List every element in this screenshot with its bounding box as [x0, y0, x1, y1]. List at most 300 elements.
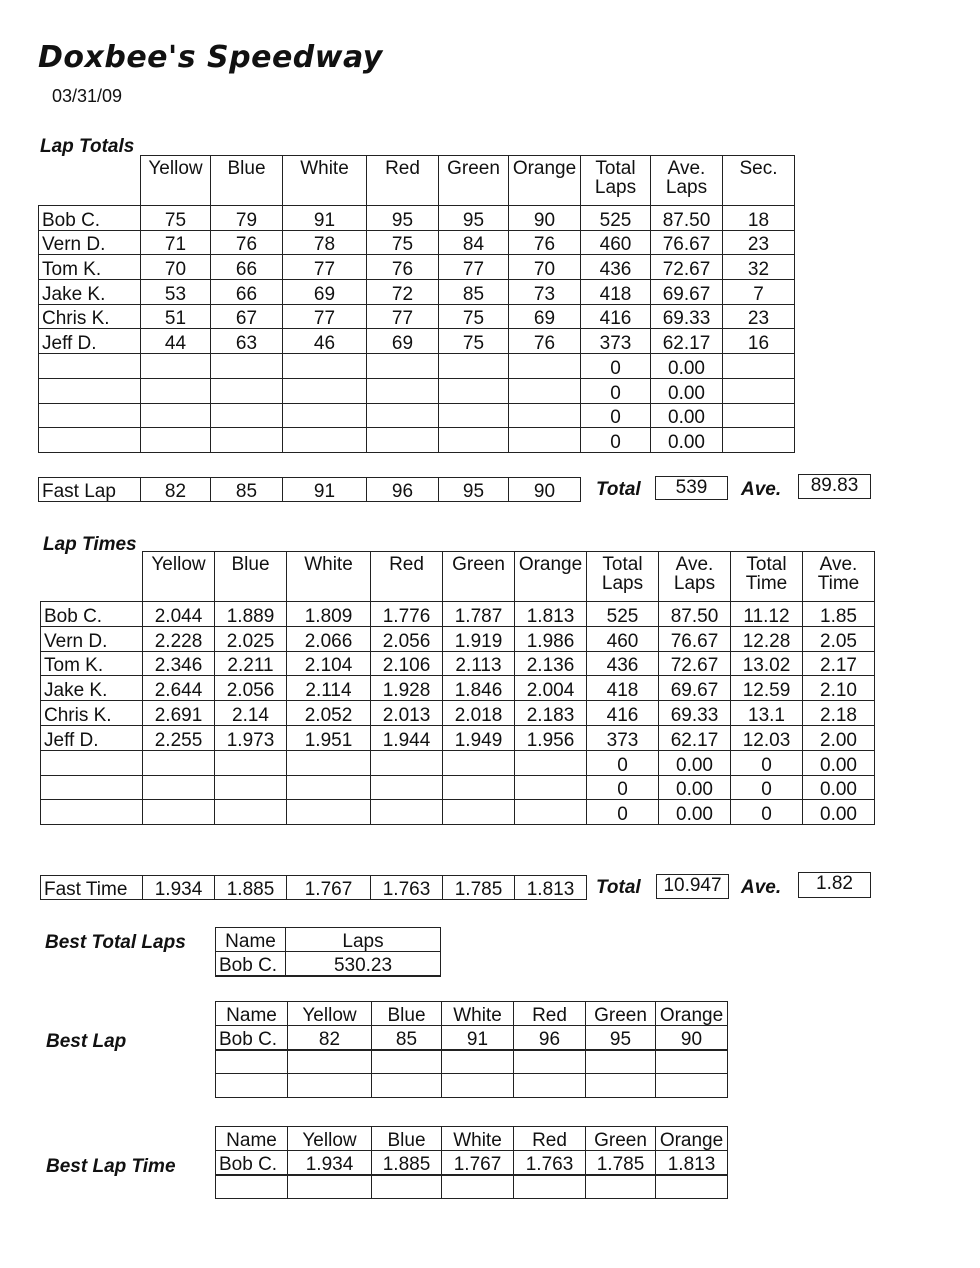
table-cell: 12.59: [731, 676, 803, 701]
table-cell: [141, 403, 211, 428]
table-cell: [656, 1074, 728, 1098]
table-cell: 7: [723, 280, 795, 305]
table-cell: 0.00: [659, 800, 731, 825]
table-cell: [723, 403, 795, 428]
table-cell: 78: [283, 230, 367, 255]
table-cell: [211, 354, 283, 379]
column-header: Green: [586, 1127, 656, 1151]
table-cell: [723, 354, 795, 379]
header-spacer: [41, 552, 143, 602]
table-cell: 69.33: [659, 701, 731, 726]
table-cell: 1.787: [443, 602, 515, 627]
table-cell: [439, 354, 509, 379]
table-cell: 0: [581, 354, 651, 379]
table-cell: 418: [587, 676, 659, 701]
table-cell: 460: [581, 230, 651, 255]
fast-time-value: 1.767: [287, 876, 371, 900]
column-header: Red: [514, 1127, 586, 1151]
table-cell: [143, 775, 215, 800]
table-cell: 87.50: [651, 206, 723, 231]
table-cell: 2.346: [143, 651, 215, 676]
table-cell: [442, 1175, 514, 1199]
table-cell: 85: [372, 1026, 442, 1050]
table-cell: 1.973: [215, 725, 287, 750]
driver-name: [216, 1074, 288, 1098]
table-cell: 53: [141, 280, 211, 305]
table-cell: [288, 1074, 372, 1098]
column-header: White: [442, 1127, 514, 1151]
table-cell: 1.763: [514, 1151, 586, 1175]
table-cell: 0: [581, 378, 651, 403]
table-cell: 72.67: [651, 255, 723, 280]
table-cell: [141, 354, 211, 379]
table-cell: [367, 378, 439, 403]
table-row: [216, 1151, 728, 1175]
table-cell: [656, 1050, 728, 1074]
table-row: [216, 1050, 728, 1074]
table-cell: [211, 428, 283, 453]
table-cell: [509, 378, 581, 403]
table-cell: 2.018: [443, 701, 515, 726]
best-lap-time-label: Best Lap Time: [46, 1156, 176, 1177]
table-cell: [215, 800, 287, 825]
table-cell: 1.813: [656, 1151, 728, 1175]
column-header: Total Laps: [587, 552, 659, 602]
table-cell: 2.691: [143, 701, 215, 726]
report-date: 03/31/09: [52, 86, 123, 106]
driver-name: [216, 1175, 288, 1199]
table-cell: 91: [442, 1026, 514, 1050]
best-lap-time-table: [215, 1126, 728, 1199]
table-row: [216, 1074, 728, 1098]
table-cell: 0: [581, 428, 651, 453]
table-cell: 66: [211, 280, 283, 305]
table-cell: 66: [211, 255, 283, 280]
fast-time-value: 1.885: [215, 876, 287, 900]
fast-time-value: 1.763: [371, 876, 443, 900]
table-cell: 73: [509, 280, 581, 305]
table-cell: 1.809: [287, 602, 371, 627]
table-cell: 0: [587, 775, 659, 800]
table-cell: 1.956: [515, 725, 587, 750]
table-cell: 436: [581, 255, 651, 280]
table-cell: 2.025: [215, 626, 287, 651]
table-cell: 1.934: [288, 1151, 372, 1175]
page-title: Doxbee's Speedway: [38, 40, 383, 75]
table-cell: 2.183: [515, 701, 587, 726]
table-cell: [586, 1175, 656, 1199]
table-row: [39, 206, 795, 231]
driver-name: [39, 378, 141, 403]
table-row: [41, 725, 875, 750]
table-cell: 13.1: [731, 701, 803, 726]
table-cell: 76: [367, 255, 439, 280]
column-header: Total Time: [731, 552, 803, 602]
driver-name: Jeff D.: [41, 725, 143, 750]
table-cell: 23: [723, 230, 795, 255]
table-cell: [287, 775, 371, 800]
table-cell: 85: [439, 280, 509, 305]
table-cell: [442, 1050, 514, 1074]
table-cell: 72.67: [659, 651, 731, 676]
table-cell: 1.919: [443, 626, 515, 651]
table-cell: [514, 1050, 586, 1074]
column-header: White: [287, 552, 371, 602]
table-cell: 69.33: [651, 304, 723, 329]
table-cell: 77: [439, 255, 509, 280]
best-total-laps-value: 530.23: [286, 952, 441, 976]
table-cell: 79: [211, 206, 283, 231]
table-cell: 2.104: [287, 651, 371, 676]
column-header: White: [283, 156, 367, 206]
table-cell: 0.00: [651, 354, 723, 379]
table-cell: [723, 378, 795, 403]
table-cell: 76.67: [651, 230, 723, 255]
column-header: Yellow: [288, 1002, 372, 1026]
fast-lap-ave-label: Ave.: [741, 479, 782, 500]
table-cell: 2.644: [143, 676, 215, 701]
fast-lap-table: [38, 477, 581, 502]
table-cell: [371, 800, 443, 825]
lap-totals-label: Lap Totals: [40, 136, 135, 157]
column-header: Blue: [211, 156, 283, 206]
table-cell: 1.785: [586, 1151, 656, 1175]
table-cell: 69.67: [659, 676, 731, 701]
table-cell: [287, 750, 371, 775]
table-cell: 0: [731, 800, 803, 825]
column-header: Ave. Laps: [659, 552, 731, 602]
table-cell: [723, 428, 795, 453]
fast-lap-ave: 89.83: [798, 474, 871, 499]
table-row: [39, 428, 795, 453]
column-header: Orange: [509, 156, 581, 206]
table-cell: 12.28: [731, 626, 803, 651]
table-cell: 32: [723, 255, 795, 280]
table-cell: [283, 354, 367, 379]
table-cell: 76: [509, 329, 581, 354]
table-cell: [372, 1175, 442, 1199]
table-cell: 91: [283, 206, 367, 231]
table-cell: 2.056: [215, 676, 287, 701]
table-cell: [509, 403, 581, 428]
best-lap-table: [215, 1001, 728, 1098]
table-cell: 2.056: [371, 626, 443, 651]
table-row: [41, 626, 875, 651]
column-header: Green: [443, 552, 515, 602]
table-cell: 46: [283, 329, 367, 354]
table-cell: 525: [581, 206, 651, 231]
table-cell: 2.004: [515, 676, 587, 701]
table-cell: [372, 1074, 442, 1098]
driver-name: Vern D.: [41, 626, 143, 651]
table-cell: [515, 800, 587, 825]
driver-name: Jake K.: [41, 676, 143, 701]
driver-name: [39, 428, 141, 453]
fast-time-value: 1.813: [515, 876, 587, 900]
table-row: [39, 304, 795, 329]
column-header: Orange: [656, 1002, 728, 1026]
table-cell: 0.00: [659, 750, 731, 775]
table-cell: 1.776: [371, 602, 443, 627]
table-cell: 0: [587, 750, 659, 775]
table-cell: 1.986: [515, 626, 587, 651]
column-header: Yellow: [288, 1127, 372, 1151]
fast-time-value: 1.785: [443, 876, 515, 900]
table-cell: 70: [509, 255, 581, 280]
column-header: Blue: [215, 552, 287, 602]
driver-name: Bob C.: [216, 1026, 288, 1050]
table-cell: 2.255: [143, 725, 215, 750]
column-header: Yellow: [143, 552, 215, 602]
table-cell: [515, 750, 587, 775]
table-cell: 0.00: [651, 378, 723, 403]
table-cell: 2.113: [443, 651, 515, 676]
table-cell: 2.18: [803, 701, 875, 726]
table-cell: 2.052: [287, 701, 371, 726]
table-cell: 2.044: [143, 602, 215, 627]
table-cell: 2.10: [803, 676, 875, 701]
fast-lap-value: 82: [141, 478, 211, 502]
table-cell: 0.00: [803, 750, 875, 775]
table-cell: 2.17: [803, 651, 875, 676]
table-cell: [443, 800, 515, 825]
table-cell: 525: [587, 602, 659, 627]
table-cell: [443, 750, 515, 775]
table-cell: 0.00: [803, 775, 875, 800]
best-total-laps-name: Bob C.: [216, 952, 286, 976]
table-cell: [367, 428, 439, 453]
table-cell: 76.67: [659, 626, 731, 651]
table-cell: 63: [211, 329, 283, 354]
table-cell: 2.066: [287, 626, 371, 651]
table-cell: 0: [587, 800, 659, 825]
table-row: [41, 775, 875, 800]
table-cell: [509, 428, 581, 453]
table-row: [39, 255, 795, 280]
table-cell: [443, 775, 515, 800]
fast-time-label: Fast Time: [41, 876, 143, 900]
table-cell: [283, 428, 367, 453]
table-cell: 1.846: [443, 676, 515, 701]
driver-name: Chris K.: [39, 304, 141, 329]
driver-name: [39, 354, 141, 379]
table-cell: [372, 1050, 442, 1074]
column-header: Orange: [515, 552, 587, 602]
table-cell: 1.949: [443, 725, 515, 750]
column-header: Red: [367, 156, 439, 206]
fast-time-total-label: Total: [596, 877, 641, 898]
driver-name: Tom K.: [39, 255, 141, 280]
lap-totals-table: [38, 155, 795, 453]
table-cell: 460: [587, 626, 659, 651]
table-cell: [283, 378, 367, 403]
column-header: Name: [216, 1127, 288, 1151]
table-cell: 2.114: [287, 676, 371, 701]
table-cell: [439, 378, 509, 403]
table-cell: [367, 403, 439, 428]
driver-name: Bob C.: [39, 206, 141, 231]
table-cell: 75: [439, 329, 509, 354]
table-cell: [283, 403, 367, 428]
table-cell: 71: [141, 230, 211, 255]
table-cell: 69.67: [651, 280, 723, 305]
table-cell: 0.00: [651, 403, 723, 428]
table-cell: [586, 1050, 656, 1074]
table-cell: 13.02: [731, 651, 803, 676]
best-lap-label: Best Lap: [46, 1031, 127, 1052]
table-cell: [211, 378, 283, 403]
table-cell: 90: [509, 206, 581, 231]
table-row: [41, 750, 875, 775]
column-header: Yellow: [141, 156, 211, 206]
table-cell: [367, 354, 439, 379]
table-cell: 62.17: [659, 725, 731, 750]
table-cell: 82: [288, 1026, 372, 1050]
table-cell: 1.944: [371, 725, 443, 750]
table-cell: [514, 1074, 586, 1098]
table-cell: 75: [367, 230, 439, 255]
table-cell: 0: [581, 403, 651, 428]
column-header: Green: [439, 156, 509, 206]
table-cell: [211, 403, 283, 428]
column-header: Sec.: [723, 156, 795, 206]
column-header: White: [442, 1002, 514, 1026]
table-cell: 0.00: [651, 428, 723, 453]
fast-lap-total-label: Total: [596, 479, 641, 500]
table-cell: 1.85: [803, 602, 875, 627]
fast-lap-total: 539: [655, 476, 728, 500]
column-header: Red: [371, 552, 443, 602]
table-cell: [439, 428, 509, 453]
table-cell: [143, 750, 215, 775]
column-header: Ave. Time: [803, 552, 875, 602]
header-spacer: [39, 156, 141, 206]
table-cell: 87.50: [659, 602, 731, 627]
table-cell: [141, 428, 211, 453]
table-cell: 11.12: [731, 602, 803, 627]
table-cell: 2.013: [371, 701, 443, 726]
driver-name: [41, 750, 143, 775]
fast-lap-value: 95: [439, 478, 509, 502]
fast-time-total: 10.947: [656, 874, 729, 899]
best-total-laps-label: Best Total Laps: [45, 932, 186, 953]
table-cell: 69: [283, 280, 367, 305]
table-row: [216, 1175, 728, 1199]
table-row: [41, 701, 875, 726]
table-cell: 0.00: [659, 775, 731, 800]
best-total-laps-header-laps: Laps: [286, 928, 441, 952]
table-row: [39, 403, 795, 428]
driver-name: Bob C.: [41, 602, 143, 627]
table-cell: [439, 403, 509, 428]
table-cell: 77: [283, 255, 367, 280]
column-header: Red: [514, 1002, 586, 1026]
table-cell: 1.889: [215, 602, 287, 627]
driver-name: Bob C.: [216, 1151, 288, 1175]
table-cell: 436: [587, 651, 659, 676]
lap-times-label: Lap Times: [43, 534, 137, 555]
table-cell: 2.14: [215, 701, 287, 726]
table-row: [39, 378, 795, 403]
table-cell: 416: [587, 701, 659, 726]
table-cell: 95: [439, 206, 509, 231]
table-cell: 1.951: [287, 725, 371, 750]
driver-name: Tom K.: [41, 651, 143, 676]
table-cell: [371, 775, 443, 800]
driver-name: [216, 1050, 288, 1074]
table-cell: [141, 378, 211, 403]
table-cell: [656, 1175, 728, 1199]
table-cell: 76: [211, 230, 283, 255]
best-total-laps-table: [215, 927, 441, 977]
table-cell: 416: [581, 304, 651, 329]
table-cell: [287, 800, 371, 825]
table-cell: [515, 775, 587, 800]
table-cell: 23: [723, 304, 795, 329]
table-cell: [514, 1175, 586, 1199]
column-header: Total Laps: [581, 156, 651, 206]
fast-time-value: 1.934: [143, 876, 215, 900]
table-row: [39, 329, 795, 354]
table-cell: 0: [731, 775, 803, 800]
table-cell: 76: [509, 230, 581, 255]
driver-name: [39, 403, 141, 428]
table-cell: 2.05: [803, 626, 875, 651]
column-header: Name: [216, 1002, 288, 1026]
fast-lap-value: 90: [509, 478, 581, 502]
table-cell: 95: [367, 206, 439, 231]
table-row: [39, 354, 795, 379]
driver-name: Jeff D.: [39, 329, 141, 354]
table-cell: [288, 1050, 372, 1074]
table-cell: 96: [514, 1026, 586, 1050]
table-cell: 51: [141, 304, 211, 329]
fast-lap-label: Fast Lap: [39, 478, 141, 502]
table-cell: 1.767: [442, 1151, 514, 1175]
table-cell: 1.928: [371, 676, 443, 701]
driver-name: [41, 775, 143, 800]
table-cell: 69: [367, 329, 439, 354]
table-cell: 1.885: [372, 1151, 442, 1175]
column-header: Green: [586, 1002, 656, 1026]
table-cell: 1.813: [515, 602, 587, 627]
fast-lap-value: 91: [283, 478, 367, 502]
table-cell: 69: [509, 304, 581, 329]
table-cell: 16: [723, 329, 795, 354]
fast-time-ave-label: Ave.: [741, 877, 782, 898]
table-cell: 373: [581, 329, 651, 354]
driver-name: Vern D.: [39, 230, 141, 255]
table-cell: 373: [587, 725, 659, 750]
table-cell: 75: [439, 304, 509, 329]
table-cell: 2.228: [143, 626, 215, 651]
column-header: Blue: [372, 1127, 442, 1151]
driver-name: Jake K.: [39, 280, 141, 305]
driver-name: [41, 800, 143, 825]
table-cell: [371, 750, 443, 775]
table-cell: 18: [723, 206, 795, 231]
fast-time-table: [40, 875, 587, 900]
fast-time-ave: 1.82: [798, 872, 871, 898]
table-row: [41, 676, 875, 701]
driver-name: Chris K.: [41, 701, 143, 726]
column-header: Ave. Laps: [651, 156, 723, 206]
lap-times-table: [40, 551, 875, 825]
table-row: [41, 651, 875, 676]
fast-lap-value: 85: [211, 478, 283, 502]
table-row: [39, 280, 795, 305]
table-cell: 72: [367, 280, 439, 305]
